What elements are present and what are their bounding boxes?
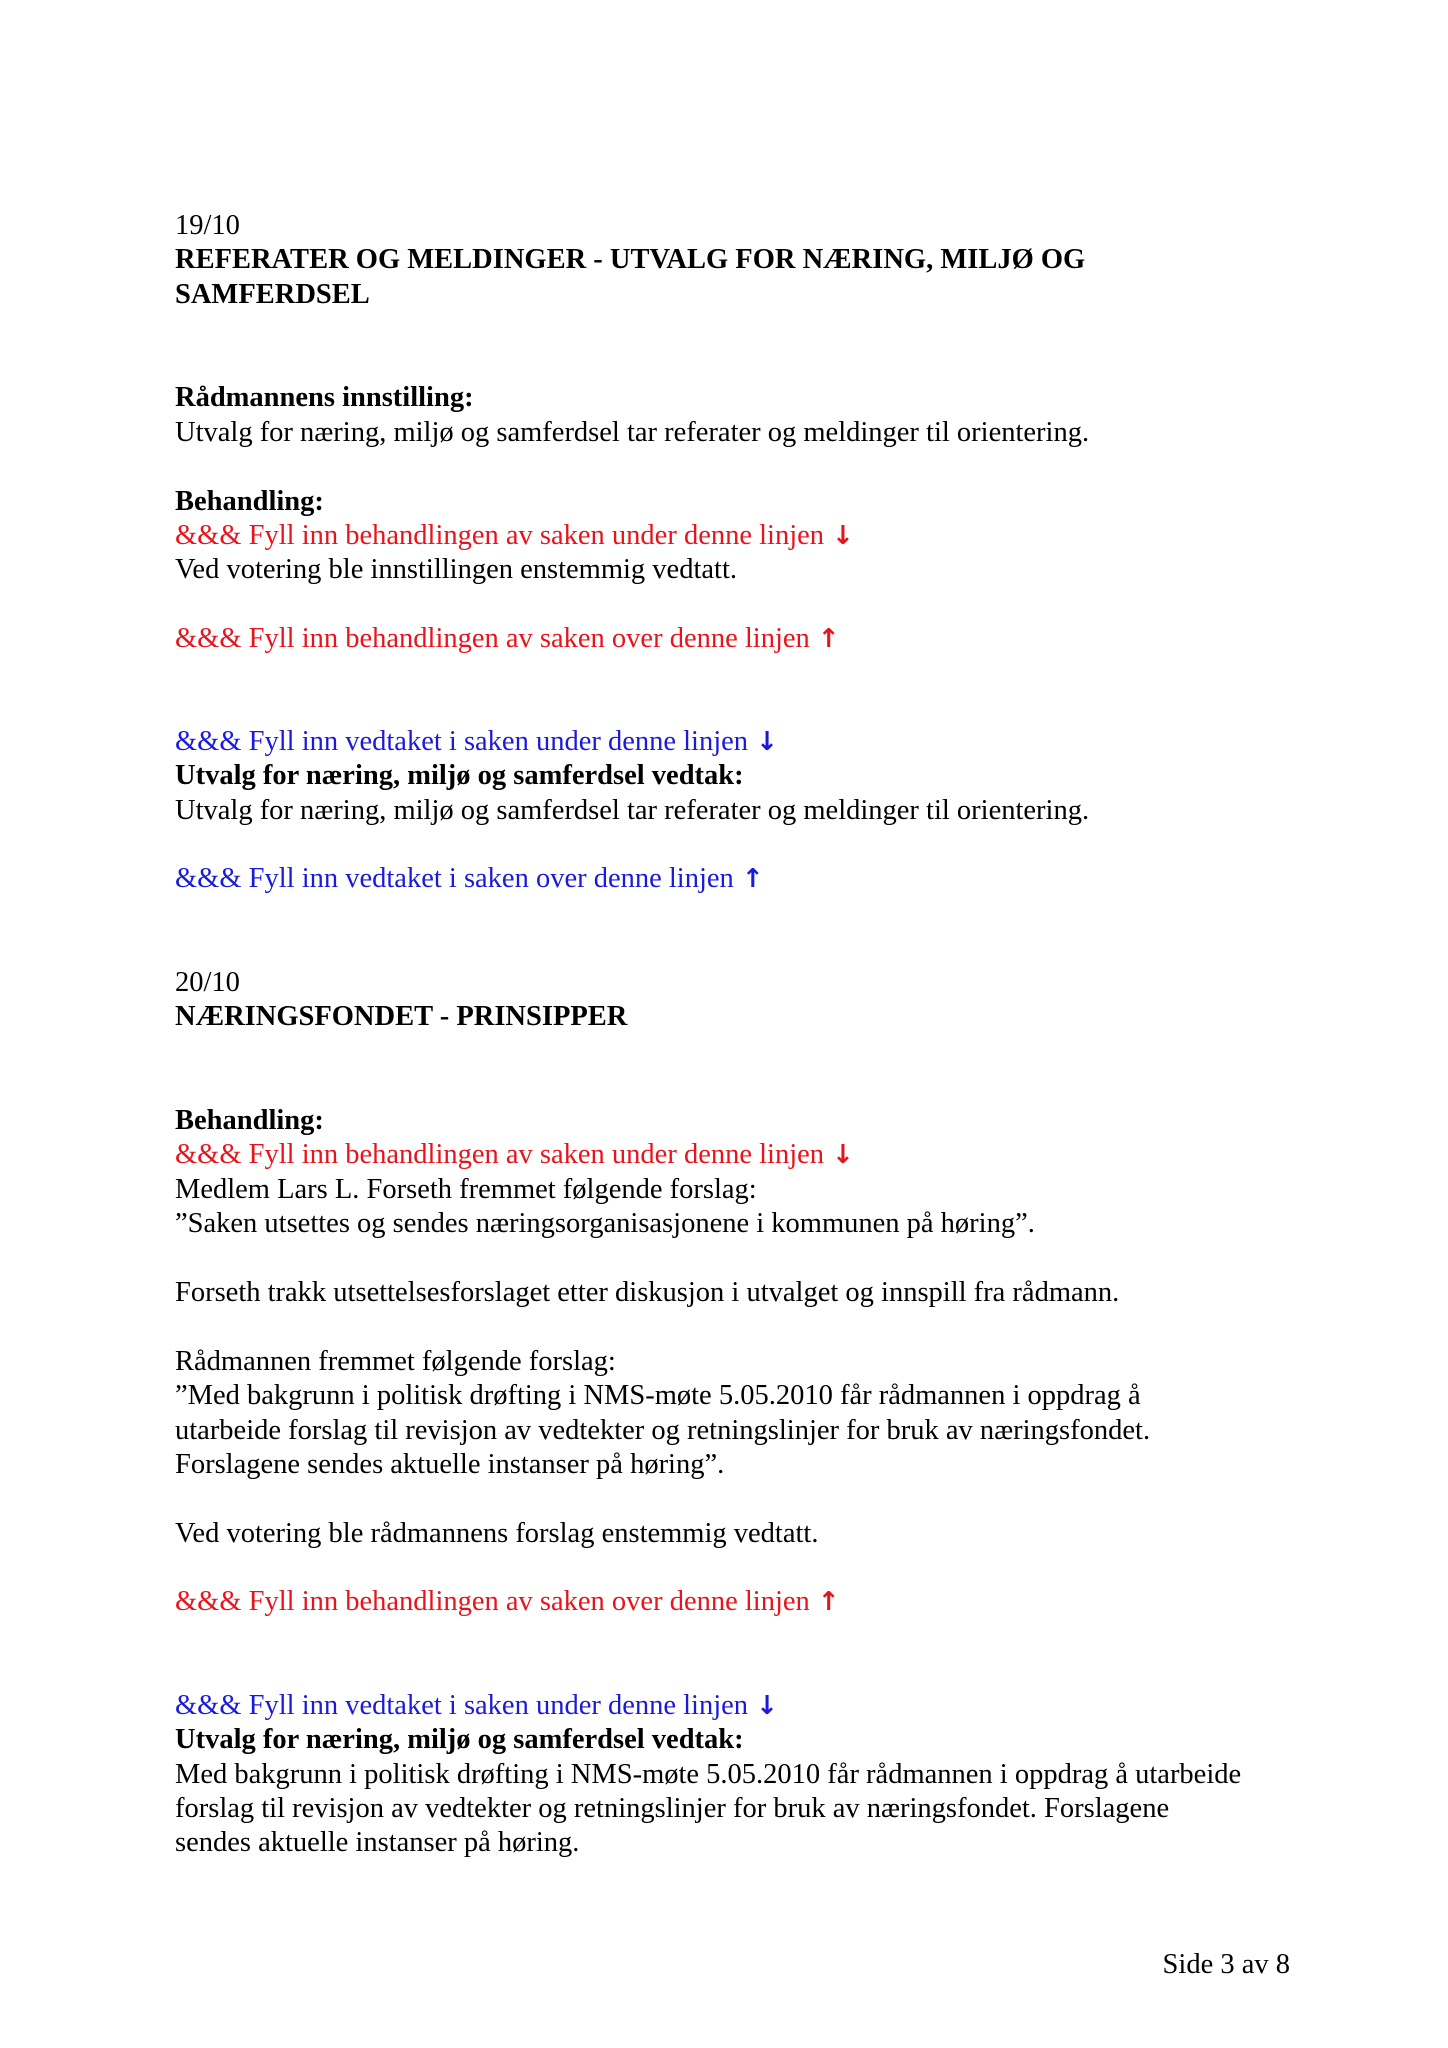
- behandling-heading: Behandling:: [175, 486, 324, 517]
- case-title-continued: SAMFERDSEL: [175, 279, 370, 310]
- case-title: REFERATER OG MELDINGER - UTVALG FOR NÆRING, MILJØ OG: [175, 244, 1086, 275]
- behandling-start-marker: [175, 519, 854, 553]
- marker-text: &&& Fyll inn vedtaket i saken under denne linjen: [175, 1690, 749, 1721]
- marker-text: &&& Fyll inn behandlingen av saken over denne linjen: [175, 1586, 810, 1617]
- marker-text: &&& Fyll inn vedtaket i saken over denne linjen: [175, 863, 734, 894]
- vedtak-line: sendes aktuelle instanser på høring.: [175, 1827, 580, 1858]
- behandling-line: ”Saken utsettes og sendes næringsorganisasjonene i kommunen på høring”.: [175, 1208, 1035, 1239]
- marker-text: &&& Fyll inn vedtaket i saken under denne linjen: [175, 726, 749, 757]
- behandling-start-marker: [175, 1138, 854, 1172]
- marker-text: &&& Fyll inn behandlingen av saken under denne linjen: [175, 1139, 825, 1170]
- vedtak-start-marker: [175, 1689, 778, 1723]
- vedtak-line: forslag til revisjon av vedtekter og retningslinjer for bruk av næringsfondet. Forslagene: [175, 1793, 1170, 1824]
- vedtak-line: Med bakgrunn i politisk drøfting i NMS-møte 5.05.2010 får rådmannen i oppdrag å utarbeide: [175, 1759, 1242, 1790]
- arrow-down-icon: ↓: [832, 1140, 854, 1170]
- behandling-line: Forseth trakk utsettelsesforslaget etter diskusjon i utvalget og innspill fra rådmann.: [175, 1277, 1120, 1308]
- behandling-line: utarbeide forslag til revisjon av vedtekter og retningslinjer for bruk av næringsfondet.: [175, 1415, 1151, 1446]
- behandling-text: Ved votering ble innstillingen enstemmig vedtatt.: [175, 554, 737, 585]
- behandling-line: Medlem Lars L. Forseth fremmet følgende forslag:: [175, 1174, 757, 1205]
- case-number: 19/10: [175, 210, 240, 241]
- behandling-line: Forslagene sendes aktuelle instanser på høring”.: [175, 1449, 725, 1480]
- vedtak-text: Utvalg for næring, miljø og samferdsel tar referater og meldinger til orientering.: [175, 795, 1090, 826]
- arrow-up-icon: ↑: [817, 1587, 840, 1617]
- behandling-line: Rådmannen fremmet følgende forslag:: [175, 1346, 616, 1377]
- vedtak-heading: Utvalg for næring, miljø og samferdsel vedtak:: [175, 760, 744, 791]
- arrow-up-icon: ↑: [741, 864, 764, 894]
- marker-text: &&& Fyll inn behandlingen av saken over denne linjen: [175, 623, 810, 654]
- case-number: 20/10: [175, 967, 240, 998]
- arrow-down-icon: ↓: [832, 521, 854, 551]
- behandling-line: Ved votering ble rådmannens forslag enstemmig vedtatt.: [175, 1518, 819, 1549]
- behandling-heading: Behandling:: [175, 1105, 324, 1136]
- page-number: Side 3 av 8: [1162, 1949, 1290, 1980]
- behandling-end-marker: [175, 622, 840, 656]
- vedtak-start-marker: [175, 725, 778, 759]
- behandling-line: ”Med bakgrunn i politisk drøfting i NMS-møte 5.05.2010 får rådmannen i oppdrag å: [175, 1380, 1141, 1411]
- vedtak-end-marker: [175, 862, 764, 896]
- innstilling-heading: Rådmannens innstilling:: [175, 382, 474, 413]
- arrow-down-icon: ↓: [756, 1691, 778, 1721]
- innstilling-text: Utvalg for næring, miljø og samferdsel tar referater og meldinger til orientering.: [175, 417, 1090, 448]
- vedtak-heading: Utvalg for næring, miljø og samferdsel vedtak:: [175, 1724, 744, 1755]
- marker-text: &&& Fyll inn behandlingen av saken under denne linjen: [175, 520, 825, 551]
- arrow-up-icon: ↑: [817, 624, 840, 654]
- case-title: NÆRINGSFONDET - PRINSIPPER: [175, 1001, 628, 1032]
- behandling-end-marker: [175, 1585, 840, 1619]
- arrow-down-icon: ↓: [756, 727, 778, 757]
